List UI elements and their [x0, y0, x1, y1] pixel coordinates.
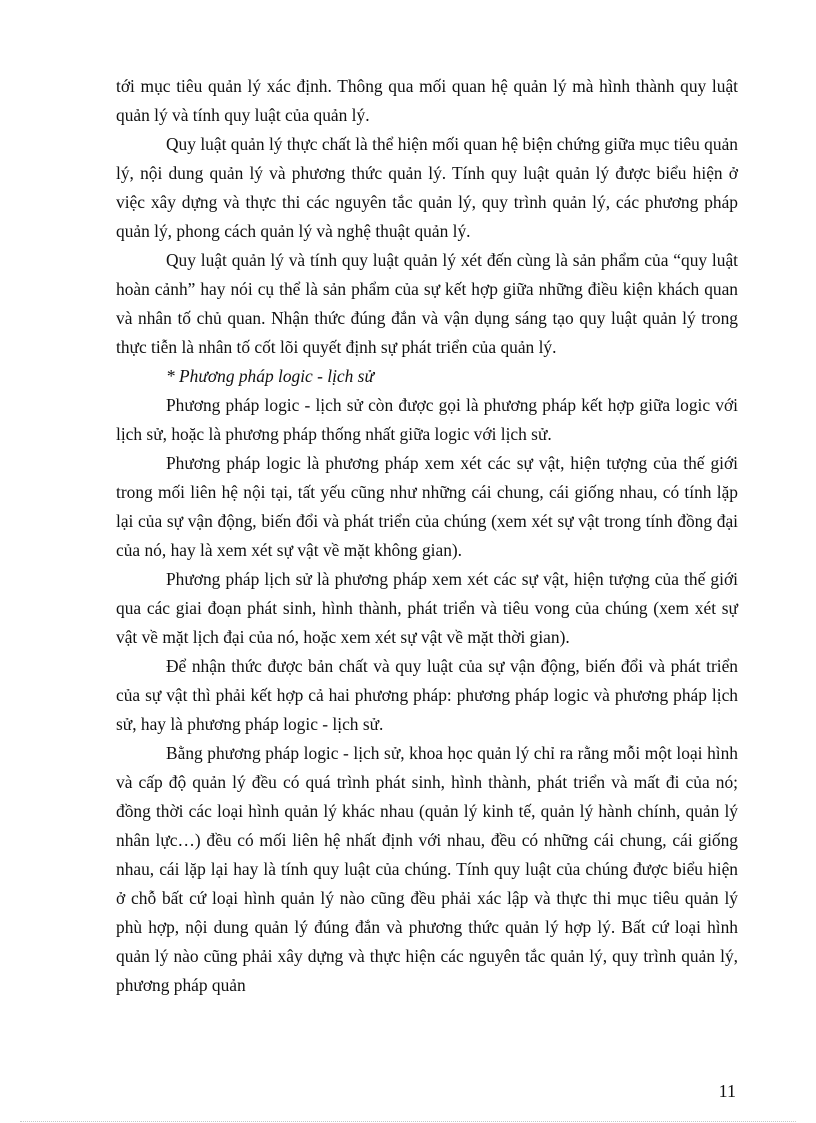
paragraph-ket-hop-hai-phuong-phap: Để nhận thức được bản chất và quy luật của sự vận động, biến đổi và phát triển của sự vật thì phải kết hợp cả hai phương pháp: phương pháp logic và phương pháp lịch sử, hay là phương pháp logic - lịch sử.: [116, 656, 738, 734]
footer-dotted-rule: [20, 1121, 796, 1122]
paragraph-phuong-phap-lich-su: Phương pháp lịch sử là phương pháp xem xét các sự vật, hiện tượng của thế giới qua các giai đoạn phát sinh, hình thành, phát triển và tiêu vong của chúng (xem xét sự vật về mặt lịch đại của nó, hoặc xem xét sự vật về mặt thời gian).: [116, 569, 738, 647]
paragraph-quy-luat-hoan-canh: Quy luật quản lý và tính quy luật quản lý xét đến cùng là sản phẩm của “quy luật hoàn cảnh” hay nói cụ thể là sản phẩm của sự kết hợp giữa những điều kiện khách quan và nhân tố chủ quan. Nhận thức đúng đắn và vận dụng sáng tạo quy luật quản lý trong thực tiễn là nhân tố cốt lõi quyết định sự phát triển của quản lý.: [116, 250, 738, 357]
paragraph-phuong-phap-logic: Phương pháp logic là phương pháp xem xét các sự vật, hiện tượng của thế giới trong mối liên hệ nội tại, tất yếu cũng như những cái chung, cái giống nhau, có tính lặp lại của sự vận động, biến đổi và phát triển của chúng (xem xét sự vật trong tính đồng đại của nó, hay là xem xét sự vật về mặt không gian).: [116, 453, 738, 560]
section-heading-logic-lich-su: * Phương pháp logic - lịch sử: [166, 366, 374, 386]
page-body: [116, 72, 738, 1000]
paragraph-khoa-hoc-quan-ly: Bằng phương pháp logic - lịch sử, khoa học quản lý chỉ ra rằng mỗi một loại hình và cấp độ quản lý đều có quá trình phát sinh, hình thành, phát triển và mất đi của nó; đồng thời các loại hình quản lý khác nhau (quản lý kinh tế, quản lý hành chính, quản lý nhân lực…) đều có mối liên hệ nhất định với nhau, đều có những cái chung, cái giống nhau, cái lặp lại hay là tính quy luật của chúng. Tính quy luật của chúng được biểu hiện ở chỗ bất cứ loại hình quản lý nào cũng đều phải xác lập và thực thi mục tiêu quản lý phù hợp, nội dung quản lý đúng đắn và phương thức quản lý hợp lý. Bất cứ loại hình quản lý nào cũng phải xây dựng và thực hiện các nguyên tắc quản lý, quy trình quản lý, phương pháp quản: [116, 743, 738, 995]
paragraph-logic-lich-su-definition: Phương pháp logic - lịch sử còn được gọi là phương pháp kết hợp giữa logic với lịch sử, hoặc là phương pháp thống nhất giữa logic với lịch sử.: [116, 395, 738, 444]
paragraph-continuation: tới mục tiêu quản lý xác định. Thông qua mối quan hệ quản lý mà hình thành quy luật quản lý và tính quy luật của quản lý.: [116, 76, 738, 125]
page-number: 11: [718, 1081, 736, 1101]
paragraph-quy-luat-thuc-chat: Quy luật quản lý thực chất là thể hiện mối quan hệ biện chứng giữa mục tiêu quản lý, nội dung quản lý và phương thức quản lý. Tính quy luật quản lý được biểu hiện ở việc xây dựng và thực thi các nguyên tắc quản lý, quy trình quản lý, các phương pháp quản lý, phong cách quản lý và nghệ thuật quản lý.: [116, 134, 738, 241]
